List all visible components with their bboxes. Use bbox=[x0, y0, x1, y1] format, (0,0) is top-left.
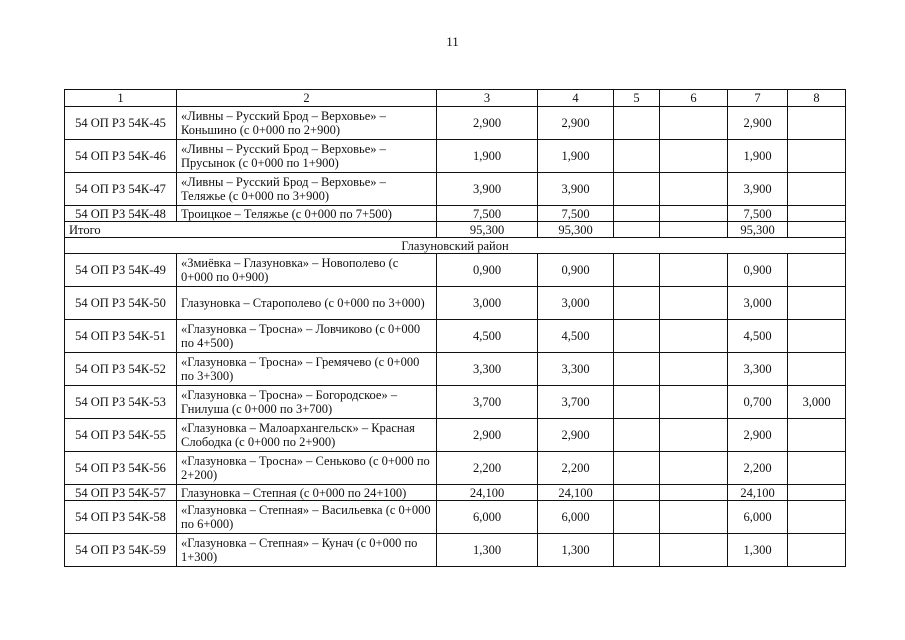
road-code-cell: 54 ОП РЗ 54К-55 bbox=[65, 419, 177, 452]
header-cell: 1 bbox=[65, 90, 177, 107]
road-name-cell: «Змиёвка – Глазуновка» – Новополево (с 0+000 по 0+900) bbox=[177, 254, 437, 287]
road-name-cell: «Ливны – Русский Брод – Верховье» – Прусынок (с 0+000 по 1+900) bbox=[177, 140, 437, 173]
col7-cell: 3,300 bbox=[728, 353, 788, 386]
table-row bbox=[65, 386, 846, 419]
col4-cell: 3,300 bbox=[538, 353, 614, 386]
col5-cell bbox=[614, 534, 660, 567]
table-row bbox=[65, 419, 846, 452]
header-cell: 4 bbox=[538, 90, 614, 107]
col3-cell: 3,000 bbox=[437, 287, 538, 320]
col6-cell bbox=[660, 287, 728, 320]
header-cell: 5 bbox=[614, 90, 660, 107]
road-name-cell: Троицкое – Теляжье (с 0+000 по 7+500) bbox=[177, 206, 437, 222]
col8-cell bbox=[788, 206, 846, 222]
col8-cell bbox=[788, 501, 846, 534]
total-row bbox=[65, 222, 846, 238]
col6-cell bbox=[660, 173, 728, 206]
district-row bbox=[65, 238, 846, 254]
road-code-cell: 54 ОП РЗ 54К-59 bbox=[65, 534, 177, 567]
road-name-cell: «Глазуновка – Малоархангельск» – Красная Слободка (с 0+000 по 2+900) bbox=[177, 419, 437, 452]
road-code-cell: 54 ОП РЗ 54К-45 bbox=[65, 107, 177, 140]
header-cell: 8 bbox=[788, 90, 846, 107]
col7-cell: 7,500 bbox=[728, 206, 788, 222]
table-row bbox=[65, 534, 846, 567]
total-label: Итого bbox=[65, 222, 437, 238]
col5-cell bbox=[614, 501, 660, 534]
total-col5 bbox=[614, 222, 660, 238]
col3-cell: 3,300 bbox=[437, 353, 538, 386]
col7-cell: 1,300 bbox=[728, 534, 788, 567]
col3-cell: 2,900 bbox=[437, 419, 538, 452]
col7-cell: 4,500 bbox=[728, 320, 788, 353]
road-code-cell: 54 ОП РЗ 54К-52 bbox=[65, 353, 177, 386]
table-row bbox=[65, 353, 846, 386]
header-cell: 6 bbox=[660, 90, 728, 107]
table-row bbox=[65, 140, 846, 173]
col4-cell: 4,500 bbox=[538, 320, 614, 353]
col3-cell: 0,900 bbox=[437, 254, 538, 287]
table-row bbox=[65, 501, 846, 534]
col3-cell: 3,900 bbox=[437, 173, 538, 206]
col7-cell: 3,900 bbox=[728, 173, 788, 206]
district-heading: Глазуновский район bbox=[65, 238, 846, 254]
col3-cell: 7,500 bbox=[437, 206, 538, 222]
page-number: 11 bbox=[446, 34, 459, 49]
col4-cell: 2,900 bbox=[538, 107, 614, 140]
table-row bbox=[65, 485, 846, 501]
col6-cell bbox=[660, 534, 728, 567]
col6-cell bbox=[660, 501, 728, 534]
col3-cell: 6,000 bbox=[437, 501, 538, 534]
col5-cell bbox=[614, 320, 660, 353]
table-row bbox=[65, 452, 846, 485]
col6-cell bbox=[660, 353, 728, 386]
table-row bbox=[65, 254, 846, 287]
col3-cell: 24,100 bbox=[437, 485, 538, 501]
road-code-cell: 54 ОП РЗ 54К-53 bbox=[65, 386, 177, 419]
col3-cell: 1,900 bbox=[437, 140, 538, 173]
col8-cell bbox=[788, 353, 846, 386]
col5-cell bbox=[614, 419, 660, 452]
road-code-cell: 54 ОП РЗ 54К-51 bbox=[65, 320, 177, 353]
col8-cell bbox=[788, 485, 846, 501]
header-cell: 2 bbox=[177, 90, 437, 107]
total-col8 bbox=[788, 222, 846, 238]
road-code-cell: 54 ОП РЗ 54К-58 bbox=[65, 501, 177, 534]
road-name-cell: «Глазуновка – Тросна» – Гремячево (с 0+000 по 3+300) bbox=[177, 353, 437, 386]
col5-cell bbox=[614, 173, 660, 206]
col4-cell: 2,200 bbox=[538, 452, 614, 485]
table-row bbox=[65, 206, 846, 222]
col6-cell bbox=[660, 140, 728, 173]
road-name-cell: Глазуновка – Старополево (с 0+000 по 3+000) bbox=[177, 287, 437, 320]
col7-cell: 24,100 bbox=[728, 485, 788, 501]
col5-cell bbox=[614, 353, 660, 386]
col6-cell bbox=[660, 452, 728, 485]
col5-cell bbox=[614, 287, 660, 320]
col4-cell: 7,500 bbox=[538, 206, 614, 222]
col5-cell bbox=[614, 254, 660, 287]
col4-cell: 1,300 bbox=[538, 534, 614, 567]
col7-cell: 6,000 bbox=[728, 501, 788, 534]
col4-cell: 1,900 bbox=[538, 140, 614, 173]
road-code-cell: 54 ОП РЗ 54К-47 bbox=[65, 173, 177, 206]
road-code-cell: 54 ОП РЗ 54К-46 bbox=[65, 140, 177, 173]
road-code-cell: 54 ОП РЗ 54К-56 bbox=[65, 452, 177, 485]
col3-cell: 2,200 bbox=[437, 452, 538, 485]
road-name-cell: «Ливны – Русский Брод – Верховье» – Теляжье (с 0+000 по 3+900) bbox=[177, 173, 437, 206]
col8-cell bbox=[788, 320, 846, 353]
col6-cell bbox=[660, 485, 728, 501]
col8-cell bbox=[788, 452, 846, 485]
col8-cell bbox=[788, 534, 846, 567]
road-name-cell: Глазуновка – Степная (с 0+000 по 24+100) bbox=[177, 485, 437, 501]
col8-cell bbox=[788, 107, 846, 140]
total-col7: 95,300 bbox=[728, 222, 788, 238]
col8-cell: 3,000 bbox=[788, 386, 846, 419]
road-code-cell: 54 ОП РЗ 54К-50 bbox=[65, 287, 177, 320]
col5-cell bbox=[614, 485, 660, 501]
table-row bbox=[65, 173, 846, 206]
table-row bbox=[65, 107, 846, 140]
col7-cell: 1,900 bbox=[728, 140, 788, 173]
col8-cell bbox=[788, 254, 846, 287]
col5-cell bbox=[614, 140, 660, 173]
road-name-cell: «Ливны – Русский Брод – Верховье» – Коньшино (с 0+000 по 2+900) bbox=[177, 107, 437, 140]
road-name-cell: «Глазуновка – Тросна» – Богородское» – Гнилуша (с 0+000 по 3+700) bbox=[177, 386, 437, 419]
col5-cell bbox=[614, 107, 660, 140]
col7-cell: 2,900 bbox=[728, 419, 788, 452]
table-header-row bbox=[65, 90, 846, 107]
total-col4: 95,300 bbox=[538, 222, 614, 238]
table-row bbox=[65, 287, 846, 320]
col6-cell bbox=[660, 254, 728, 287]
col7-cell: 3,000 bbox=[728, 287, 788, 320]
col6-cell bbox=[660, 206, 728, 222]
col6-cell bbox=[660, 419, 728, 452]
total-col3: 95,300 bbox=[437, 222, 538, 238]
col7-cell: 0,700 bbox=[728, 386, 788, 419]
col3-cell: 1,300 bbox=[437, 534, 538, 567]
col4-cell: 2,900 bbox=[538, 419, 614, 452]
col3-cell: 4,500 bbox=[437, 320, 538, 353]
road-code-cell: 54 ОП РЗ 54К-49 bbox=[65, 254, 177, 287]
header-cell: 3 bbox=[437, 90, 538, 107]
header-cell: 7 bbox=[728, 90, 788, 107]
col4-cell: 24,100 bbox=[538, 485, 614, 501]
col8-cell bbox=[788, 173, 846, 206]
road-name-cell: «Глазуновка – Степная» – Кунач (с 0+000 по 1+300) bbox=[177, 534, 437, 567]
col8-cell bbox=[788, 287, 846, 320]
road-code-cell: 54 ОП РЗ 54К-57 bbox=[65, 485, 177, 501]
col4-cell: 3,900 bbox=[538, 173, 614, 206]
col8-cell bbox=[788, 419, 846, 452]
col3-cell: 2,900 bbox=[437, 107, 538, 140]
col4-cell: 3,000 bbox=[538, 287, 614, 320]
col4-cell: 3,700 bbox=[538, 386, 614, 419]
col3-cell: 3,700 bbox=[437, 386, 538, 419]
roads-table bbox=[64, 89, 846, 567]
col7-cell: 2,200 bbox=[728, 452, 788, 485]
col6-cell bbox=[660, 107, 728, 140]
col6-cell bbox=[660, 386, 728, 419]
road-name-cell: «Глазуновка – Тросна» – Сеньково (с 0+000 по 2+200) bbox=[177, 452, 437, 485]
col4-cell: 6,000 bbox=[538, 501, 614, 534]
col7-cell: 2,900 bbox=[728, 107, 788, 140]
road-code-cell: 54 ОП РЗ 54К-48 bbox=[65, 206, 177, 222]
road-name-cell: «Глазуновка – Степная» – Васильевка (с 0+000 по 6+000) bbox=[177, 501, 437, 534]
col5-cell bbox=[614, 386, 660, 419]
col8-cell bbox=[788, 140, 846, 173]
table-row bbox=[65, 320, 846, 353]
total-col6 bbox=[660, 222, 728, 238]
col5-cell bbox=[614, 452, 660, 485]
road-name-cell: «Глазуновка – Тросна» – Ловчиково (с 0+000 по 4+500) bbox=[177, 320, 437, 353]
col5-cell bbox=[614, 206, 660, 222]
col6-cell bbox=[660, 320, 728, 353]
col4-cell: 0,900 bbox=[538, 254, 614, 287]
col7-cell: 0,900 bbox=[728, 254, 788, 287]
